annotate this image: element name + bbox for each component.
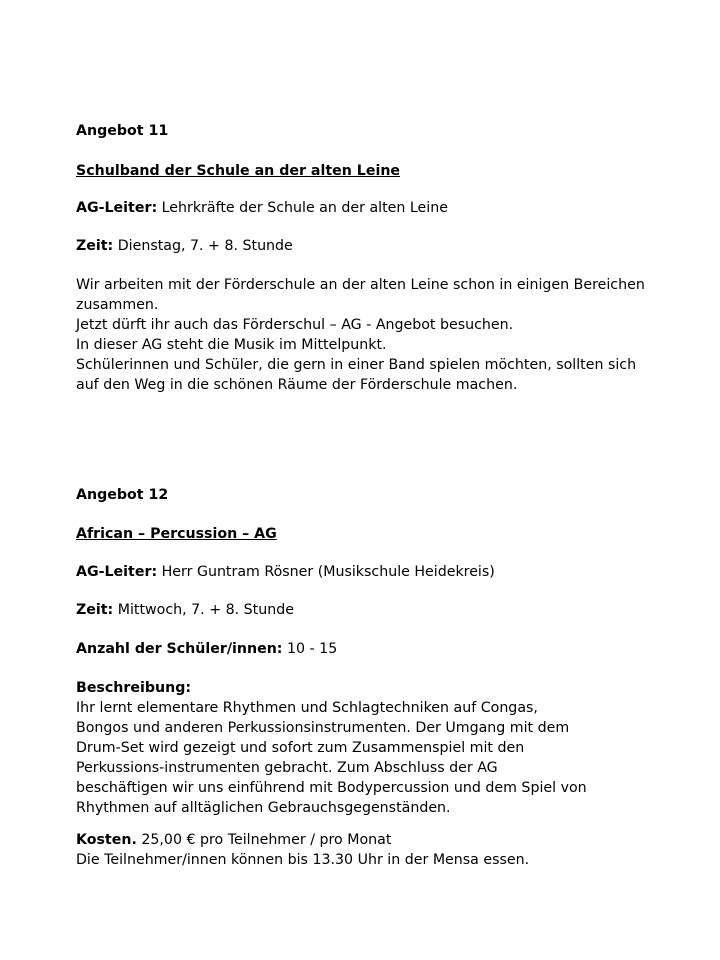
offer-12-note: Die Teilnehmer/innen können bis 13.30 Uhr in der Mensa essen. [76, 852, 530, 868]
offer-12-title-row [76, 524, 696, 544]
offer-12-desc-line: beschäftigen wir uns einführend mit Bodypercussion und dem Spiel von [76, 780, 587, 796]
offer-11-time-row [76, 236, 696, 256]
offer-11-body-line: auf den Weg in die schönen Räume der Förderschule machen. [76, 377, 518, 393]
offer-11-body-line: In dieser AG steht die Musik im Mittelpunkt. [76, 337, 387, 353]
offer-12-cost-label: Kosten. [76, 832, 137, 848]
offer-11-heading: Angebot 11 [76, 123, 169, 139]
offer-12-count-value: 10 - 15 [282, 641, 338, 657]
offer-11-body-line: zusammen. [76, 297, 159, 313]
offer-12-count-label: Anzahl der Schüler/innen: [76, 641, 283, 657]
offer-12-desc-line: Bongos und anderen Perkussionsinstrumenten. Der Umgang mit dem [76, 720, 570, 736]
offer-11-title-row [76, 161, 696, 181]
offer-12-time-value: Mittwoch, 7. + 8. Stunde [113, 602, 294, 618]
offer-11-section [76, 121, 696, 141]
offer-12-desc-line: Ihr lernt elementare Rhythmen und Schlagtechniken auf Congas, [76, 700, 538, 716]
offer-12-leader-label: AG-Leiter: [76, 564, 158, 580]
offer-11-body-line: Wir arbeiten mit der Förderschule an der alten Leine schon in einigen Bereichen [76, 277, 645, 293]
offer-11-body [76, 275, 696, 395]
offer-12-desc-line: Perkussions-instrumenten gebracht. Zum Abschluss der AG [76, 760, 498, 776]
offer-12-title: African – Percussion – AG [76, 526, 277, 542]
offer-11-time-value: Dienstag, 7. + 8. Stunde [113, 238, 293, 254]
offer-11-body-line: Jetzt dürft ihr auch das Förderschul – AG - Angebot besuchen. [76, 317, 514, 333]
offer-12-count-row [76, 639, 696, 659]
offer-11-time-label: Zeit: [76, 238, 114, 254]
offer-12-cost-row [76, 830, 696, 870]
offer-11-leader-row [76, 198, 696, 218]
offer-12-heading: Angebot 12 [76, 487, 169, 503]
offer-12-description [76, 678, 696, 818]
offer-12-desc-label: Beschreibung: [76, 680, 192, 696]
offer-12-time-row [76, 600, 696, 620]
offer-11-leader-label: AG-Leiter: [76, 200, 158, 216]
offer-12-leader-row [76, 562, 696, 582]
offer-11-body-line: Schülerinnen und Schüler, die gern in einer Band spielen möchten, sollten sich [76, 357, 637, 373]
offer-12-time-label: Zeit: [76, 602, 114, 618]
offer-12-desc-line: Drum-Set wird gezeigt und sofort zum Zusammenspiel mit den [76, 740, 525, 756]
offer-11-title: Schulband der Schule an der alten Leine [76, 163, 401, 179]
offer-12-section [76, 485, 696, 505]
offer-12-leader-value: Herr Guntram Rösner (Musikschule Heidekreis) [157, 564, 495, 580]
offer-12-cost-value: 25,00 € pro Teilnehmer / pro Monat [136, 832, 392, 848]
offer-11-leader-value: Lehrkräfte der Schule an der alten Leine [157, 200, 448, 216]
offer-12-desc-line: Rhythmen auf alltäglichen Gebrauchsgegenständen. [76, 800, 451, 816]
